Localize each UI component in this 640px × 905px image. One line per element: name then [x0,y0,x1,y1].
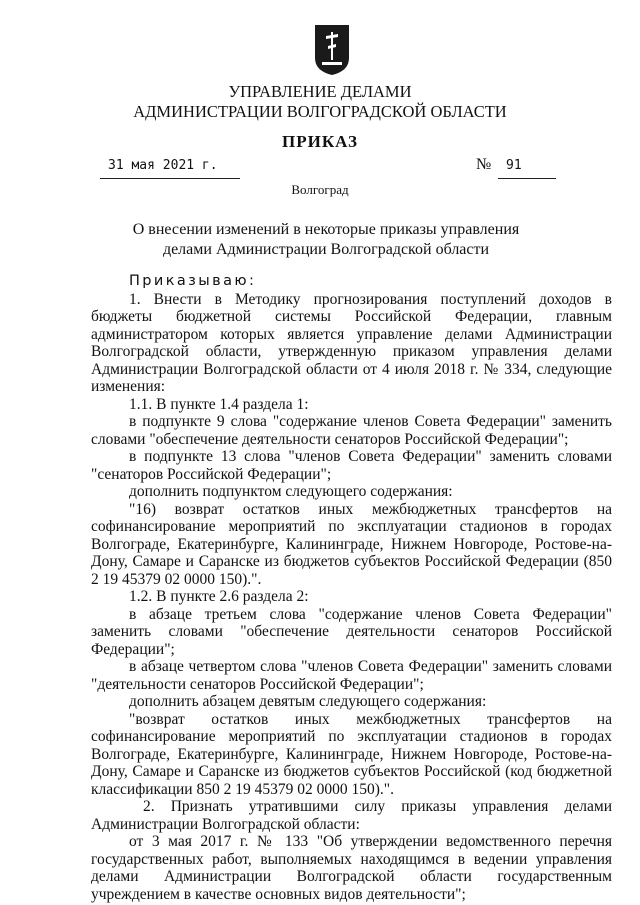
document-type-title: ПРИКАЗ [282,132,358,151]
date-field [100,158,240,179]
paragraph: от 3 мая 2017 г. № 133 "Об утверждении ведомственного перечня государственных работ, выполняемых находящимся в ведении управления делами Администрации Волгоградской области государственным учреждением в качестве основных видов деятельности"; [91,833,612,903]
document-body [91,273,612,903]
number-sign: № [476,156,492,173]
org-name-line-2: АДМИНИСТРАЦИИ ВОЛГОГРАДСКОЙ ОБЛАСТИ [133,102,507,121]
paragraph: 1. Внести в Методику прогнозирования поступлений доходов в бюджеты бюджетной системы Российской Федерации, главным администратором которых является управление делами Администрации Волгоградской области, утвержденную приказом управления делами Администрации Волгоградской области от 4 июля 2018 г. № 334, следующие изменения: [91,290,612,395]
order-intro: Приказываю: [129,273,257,289]
paragraph: в абзаце третьем слова "содержание членов Совета Федерации" заменить словами "обеспечение деятельности сенаторов Российской Федерации"; [91,605,612,658]
org-name-line-1: УПРАВЛЕНИЕ ДЕЛАМИ [228,82,412,101]
paragraph: в абзаце четвертом слова "членов Совета Федерации" заменить словами "деятельности сенаторов Российской Федерации"; [91,658,612,693]
number-field [498,158,556,179]
paragraph: в подпункте 9 слова "содержание членов Совета Федерации" заменить словами "обеспечение деятельности сенаторов Российской Федерации"; [91,413,612,448]
paragraph: 2. Признать утратившими силу приказы управления делами Администрации Волгоградской области: [91,798,612,833]
document-date: 31 мая 2021 г. [108,158,218,173]
paragraph: в подпункте 13 слова "членов Совета Федерации" заменить словами "сенаторов Российской Федерации"; [91,448,612,483]
paragraph: 1.1. В пункте 1.4 раздела 1: [129,395,309,413]
paragraph: "16) возврат остатков иных межбюджетных трансфертов на софинансирование мероприятий по эксплуатации стадионов в городах Волгограде, Екатеринбурге, Калининграде, Нижнем Новгороде, Ростове-на-Дону, Самаре и Саранске из бюджетов субъектов Российской Федерации (850 2 19 45379 02 0000 150).". [91,500,612,588]
document-subject: О внесении изменений в некоторые приказы управления делами Администрации Волгоградской области [132,221,520,258]
paragraph: "возврат остатков иных межбюджетных трансфертов на софинансирование мероприятий по эксплуатации стадионов в городах Волгограде, Екатеринбурге, Калининграде, Нижнем Новгороде, Ростове-на-Дону, Самаре и Саранске из бюджетов субъектов Российской (код бюджетной классификации 850 2 19 45379 02 0000 150).". [91,710,612,798]
paragraph: 1.2. В пункте 2.6 раздела 2: [129,588,309,605]
volgograd-emblem-icon [314,24,350,76]
paragraph: дополнить абзацем девятым следующего содержания: [129,693,487,710]
document-city: Волгоград [291,182,349,197]
paragraph: дополнить подпунктом следующего содержания: [129,483,453,500]
document-number: 91 [506,158,522,173]
